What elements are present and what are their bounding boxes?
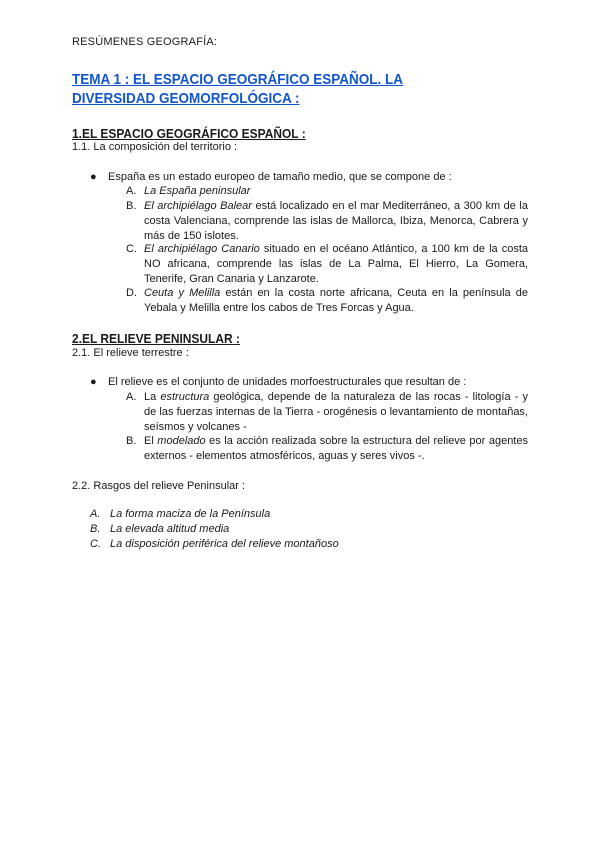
list-marker: B. xyxy=(126,435,137,447)
rasgo-text: La disposición periférica del relieve montañoso xyxy=(110,538,339,550)
bullet-text: España es un estado europeo de tamaño medio, que se compone de : xyxy=(108,171,452,183)
bullet-icon: ● xyxy=(90,171,97,183)
list-marker: A. xyxy=(90,508,101,520)
list-item xyxy=(126,199,528,244)
section-1-heading: 1.EL ESPACIO GEOGRÁFICO ESPAÑOL : xyxy=(72,126,306,141)
tema-title-link[interactable]: TEMA 1 : EL ESPACIO GEOGRÁFICO ESPAÑOL. LA DIVERSIDAD GEOMORFOLÓGICA : xyxy=(72,71,404,107)
subsection-2-2: 2.2. Rasgos del relieve Peninsular : xyxy=(72,480,246,492)
list-item-emphasis: El archipiélago Balear xyxy=(144,200,252,212)
list-marker: C. xyxy=(126,243,137,255)
list-item-emphasis: Ceuta y Melilla xyxy=(144,287,221,299)
list-marker: A. xyxy=(126,185,137,197)
list-item xyxy=(126,184,528,199)
section-2-heading: 2.EL RELIEVE PENINSULAR : xyxy=(72,331,240,346)
list-item-text: está localizado en el mar Mediterráneo, a 300 km de la costa Valenciana, comprende las islas de Mallorca, Ibiza, Menorca, Cabrera y más de 150 islotes. xyxy=(144,200,528,242)
list-marker: B. xyxy=(90,523,101,535)
document-header: RESÚMENES GEOGRAFÍA: xyxy=(72,36,218,48)
list-item-text: situado en el océano Atlántico, a 100 km de la costa NO africana, comprende las islas de La Palma, El Hierro, La Gomera, Tenerife, Gran Canaria y Lanzarote. xyxy=(144,243,529,285)
subsection-2-1: 2.1. El relieve terrestre : xyxy=(72,347,189,359)
rasgo-text: La forma maciza de la Península xyxy=(110,508,271,520)
list-item-text: geológica, depende de la naturaleza de las rocas - litología - y de las fuerzas internas de la Tierra - orogénesis o levantamiento de montañas, seísmos y volcanes - xyxy=(144,391,528,433)
bullet-icon: ● xyxy=(90,376,97,388)
list-item-emphasis: modelado xyxy=(157,435,206,447)
list-item xyxy=(126,286,528,316)
list-item-emphasis: La España peninsular xyxy=(144,185,251,197)
rasgo-item xyxy=(90,508,270,520)
subsection-1-1: 1.1. La composición del territorio : xyxy=(72,141,238,153)
list-item xyxy=(126,434,528,464)
bullet-text: El relieve es el conjunto de unidades morfoestructurales que resultan de : xyxy=(108,376,467,388)
list-marker: D. xyxy=(126,287,137,299)
rasgo-item xyxy=(90,523,229,535)
list-marker: B. xyxy=(126,200,137,212)
list-item-prefix: El xyxy=(144,435,158,447)
list-item-emphasis: estructura xyxy=(160,391,210,403)
list-item-prefix: La xyxy=(144,391,161,403)
list-item-text: están en la costa norte africana, Ceuta en la península de Yebala y Melilla entre los cabos de Tres Forcas y Agua. xyxy=(144,287,529,314)
rasgo-text: La elevada altitud media xyxy=(110,523,230,535)
list-marker: A. xyxy=(126,391,137,403)
list-item xyxy=(126,390,528,435)
list-marker: C. xyxy=(90,538,101,550)
list-item-emphasis: El archipiélago Canario xyxy=(144,243,260,255)
list-item-text: es la acción realizada sobre la estructura del relieve por agentes externos - elementos atmosféricos, aguas y seres vivos -. xyxy=(144,435,528,462)
list-item xyxy=(126,242,528,287)
rasgo-item xyxy=(90,538,339,550)
